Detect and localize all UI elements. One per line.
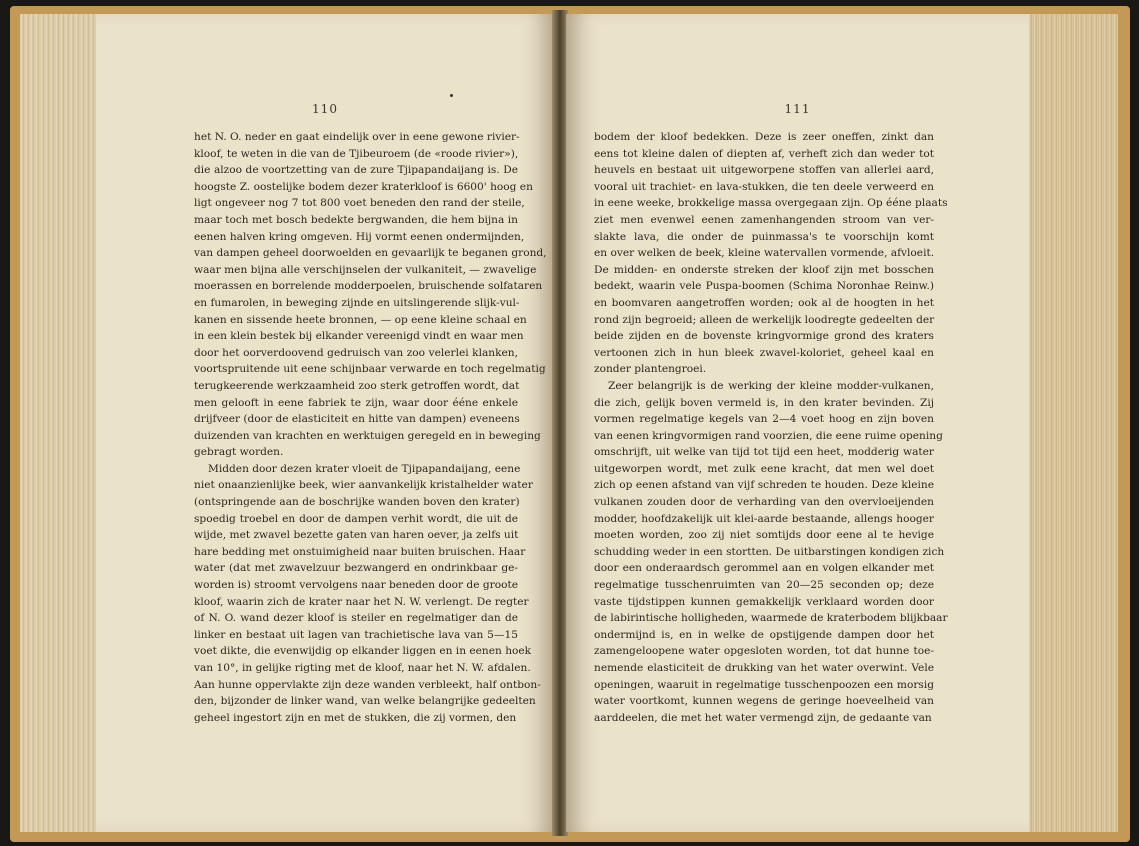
text-line: openingen, waaruit in regelmatige tusschenpoozen een morsig — [594, 678, 934, 691]
right-page — [566, 14, 1029, 832]
text-line: die zich, gelijk boven vermeld is, in den krater bevinden. Zij — [594, 396, 934, 409]
page-number-left: 110 — [312, 102, 338, 116]
text-line: die alzoo de voortzetting van de zure Tjipapandaijang is. De — [194, 164, 518, 177]
text-line: water (dat met zwavelzuur bezwangerd en ondrinkbaar ge- — [194, 562, 518, 575]
ink-speck — [450, 94, 453, 97]
text-line: uitgeworpen wordt, met zulk eene kracht, dat men wel doet — [594, 462, 934, 475]
left-page — [96, 14, 554, 832]
text-line: in een klein bestek bij elkander vereenigd vindt en waar men — [194, 330, 524, 343]
text-line: voet dikte, die evenwijdig op elkander liggen en in eenen hoek — [194, 645, 532, 658]
text-line: zonder plantengroei. — [594, 363, 707, 376]
text-line: De midden- en onderste streken der kloof zijn met bosschen — [594, 263, 934, 276]
text-line: ondermijnd is, en in welke de opstijgende dampen door het — [594, 628, 934, 641]
text-line: vaste tijdstippen kunnen gemakkelijk verklaard worden door — [594, 595, 934, 608]
text-line: vulkanen zouden door de verharding van den overvloeijenden — [594, 496, 934, 509]
text-line: en fumarolen, in beweging zijnde en uitslingerende slijk-vul- — [194, 296, 520, 309]
text-line: men gelooft in eene fabriek te zijn, waar door ééne enkele — [194, 396, 518, 409]
text-line: regelmatige tusschenruimten van 20—25 seconden op; deze — [594, 579, 934, 592]
text-line: door het oorverdoovend gedruisch van zoo velerlei klanken, — [194, 346, 518, 359]
text-line: (ontspringende aan de boschrijke wanden boven den krater) — [194, 496, 520, 509]
text-line: slakte lava, die onder de puinmassa's te voorschijn komt — [594, 230, 934, 243]
text-line: van dampen geheel doorwoelden en gevaarlijk te beganen grond, — [194, 247, 547, 260]
text-line: spoedig troebel en door de dampen verhit wordt, die uit de — [194, 512, 518, 525]
text-line: de labirintische holligheden, waarmede de kraterbodem blijkbaar — [594, 612, 948, 625]
text-line: duizenden van krachten en werktuigen geregeld en in beweging — [194, 429, 541, 442]
text-line: terugkeerende werkzaamheid zoo sterk getroffen wordt, dat — [194, 379, 520, 392]
text-line: nemende elasticiteit de drukking van het water overwint. Vele — [594, 662, 934, 674]
text-line: waar men bijna alle verschijnselen der vulkaniteit, — zwavelige — [194, 263, 537, 276]
text-line: hoogste Z. oostelijke bodem dezer kraterkloof is 6600' hoog en — [194, 180, 533, 193]
text-line: zamengeloopene water opgesloten worden, tot dat hunne toe- — [594, 645, 934, 658]
text-line: ligt ongeveer nog 7 tot 800 voet beneden den rand der steile, — [194, 197, 525, 210]
text-line: schudding weder in een stortten. De uitbarstingen kondigen zich — [594, 545, 945, 558]
text-line: bodem der kloof bedekken. Deze is zeer oneffen, zinkt dan — [594, 131, 934, 143]
text-line: hare bedding met onstuimigheid naar buiten bruischen. Haar — [194, 545, 526, 558]
text-line: Aan hunne oppervlakte zijn deze wanden verbleekt, half ontbon- — [194, 678, 541, 691]
text-line: modder, hoofdzakelijk uit klei-aarde bestaande, allengs hooger — [594, 512, 934, 525]
text-line: van 10°, in gelijke rigting met de kloof, naar het N. W. afdalen. — [194, 662, 531, 674]
text-line: en over welken de beek, kleine watervallen vormende, afvloeit. — [594, 247, 935, 260]
text-line: linker en bestaat uit lagen van trachietische lava van 5—15 — [194, 628, 518, 641]
text-line: Midden door dezen krater vloeit de Tjipapandaijang, eene — [208, 462, 521, 475]
page-edges-left — [20, 14, 98, 832]
text-line: het N. O. neder en gaat eindelijk over in eene gewone rivier- — [194, 131, 520, 143]
text-line: omschrijft, uit welke van tijd tot tijd een heet, modderig water — [594, 446, 934, 459]
text-line: den, bijzonder de linker wand, van welke belangrijke gedeelten — [194, 695, 536, 708]
text-line: vooral uit trachiet- en lava-stukken, die ten deele verweerd en — [594, 180, 934, 193]
text-line: voortspruitende uit eene schijnbaar verwarde en toch regelmatig — [194, 363, 546, 376]
text-line: ziet men evenwel eenen zamenhangenden stroom van ver- — [594, 213, 934, 226]
text-line: eenen halven kring omgeven. Hij vormt eenen ondermijnden, — [194, 230, 525, 243]
text-line: Zeer belangrijk is de werking der kleine modder-vulkanen, — [608, 379, 934, 392]
left-page-text — [194, 129, 547, 726]
text-line: niet onaanzienlijke beek, wier aanvankelijk kristalhelder water — [194, 479, 533, 492]
text-line: drijfveer (door de elasticiteit en hitte van dampen) eveneens — [194, 413, 520, 426]
page-number-right: 111 — [784, 102, 811, 116]
text-line: vormen regelmatige kegels van 2—4 voet hoog en zijn boven — [594, 413, 934, 426]
text-line: in eene weeke, brokkelige massa overgegaan zijn. Op ééne plaats — [594, 197, 948, 210]
text-line: kloof, te weten in die van de Tjibeuroem (de «roode rivier»), — [194, 147, 519, 160]
text-line: door een onderaardsch gerommel aan en volgen elkander met — [594, 562, 934, 575]
text-line: van eenen kringvormigen rand voorzien, die eene ruime opening — [594, 429, 943, 442]
text-line: worden is) stroomt vervolgens naar beneden door de groote — [194, 579, 518, 592]
text-line: water voortkomt, kunnen wegens de geringe hoeveelheid van — [594, 695, 934, 708]
page-edges-right — [1028, 14, 1118, 832]
text-line: gebragt worden. — [194, 446, 284, 459]
text-line: moeten worden, zoo zij niet somtijds door eene al te hevige — [594, 529, 934, 542]
text-line: wijde, met zwavel bezette gaten van haren oever, ja zelfs uit — [194, 529, 519, 542]
text-line: maar toch met bosch bedekte bergwanden, die hem bijna in — [194, 213, 518, 226]
text-line: aarddeelen, die met het water vermengd zijn, de gedaante van — [594, 711, 932, 724]
text-line: moerassen en borrelende modderpoelen, bruischende solfataren — [194, 280, 543, 293]
text-line: kloof, waarin zich de krater naar het N. W. verlengt. De regter — [194, 595, 529, 608]
text-line: en boomvaren aangetroffen worden; ook al de hoogten in het — [594, 296, 934, 309]
text-line: geheel ingestort zijn en met de stukken, die zij vormen, den — [194, 711, 517, 724]
text-line: beide zijden en de bovenste kringvormige grond des kraters — [594, 330, 934, 343]
text-line: zich op eenen afstand van vijf schreden te houden. Deze kleine — [594, 479, 934, 492]
text-line: rond zijn begroeid; alleen de werkelijk loodregte gedeelten der — [594, 313, 935, 326]
text-line: vertoonen zich in hun bleek zwavel-koloriet, geheel kaal en — [594, 346, 934, 359]
text-line: kanen en sissende heete bronnen, — op eene kleine schaal en — [194, 313, 527, 326]
right-page-text — [594, 129, 948, 726]
text-line: of N. O. wand dezer kloof is steiler en regelmatiger dan de — [194, 612, 518, 625]
text-line: eens tot kleine dalen of diepten af, verheft zich dan weder tot — [594, 147, 934, 160]
text-line: bedekt, waarin vele Puspa-boomen (Schima Noronhae Reinw.) — [594, 280, 934, 293]
text-line: heuvels en bestaat uit uitgeworpene stoffen van allerlei aard, — [594, 164, 934, 177]
